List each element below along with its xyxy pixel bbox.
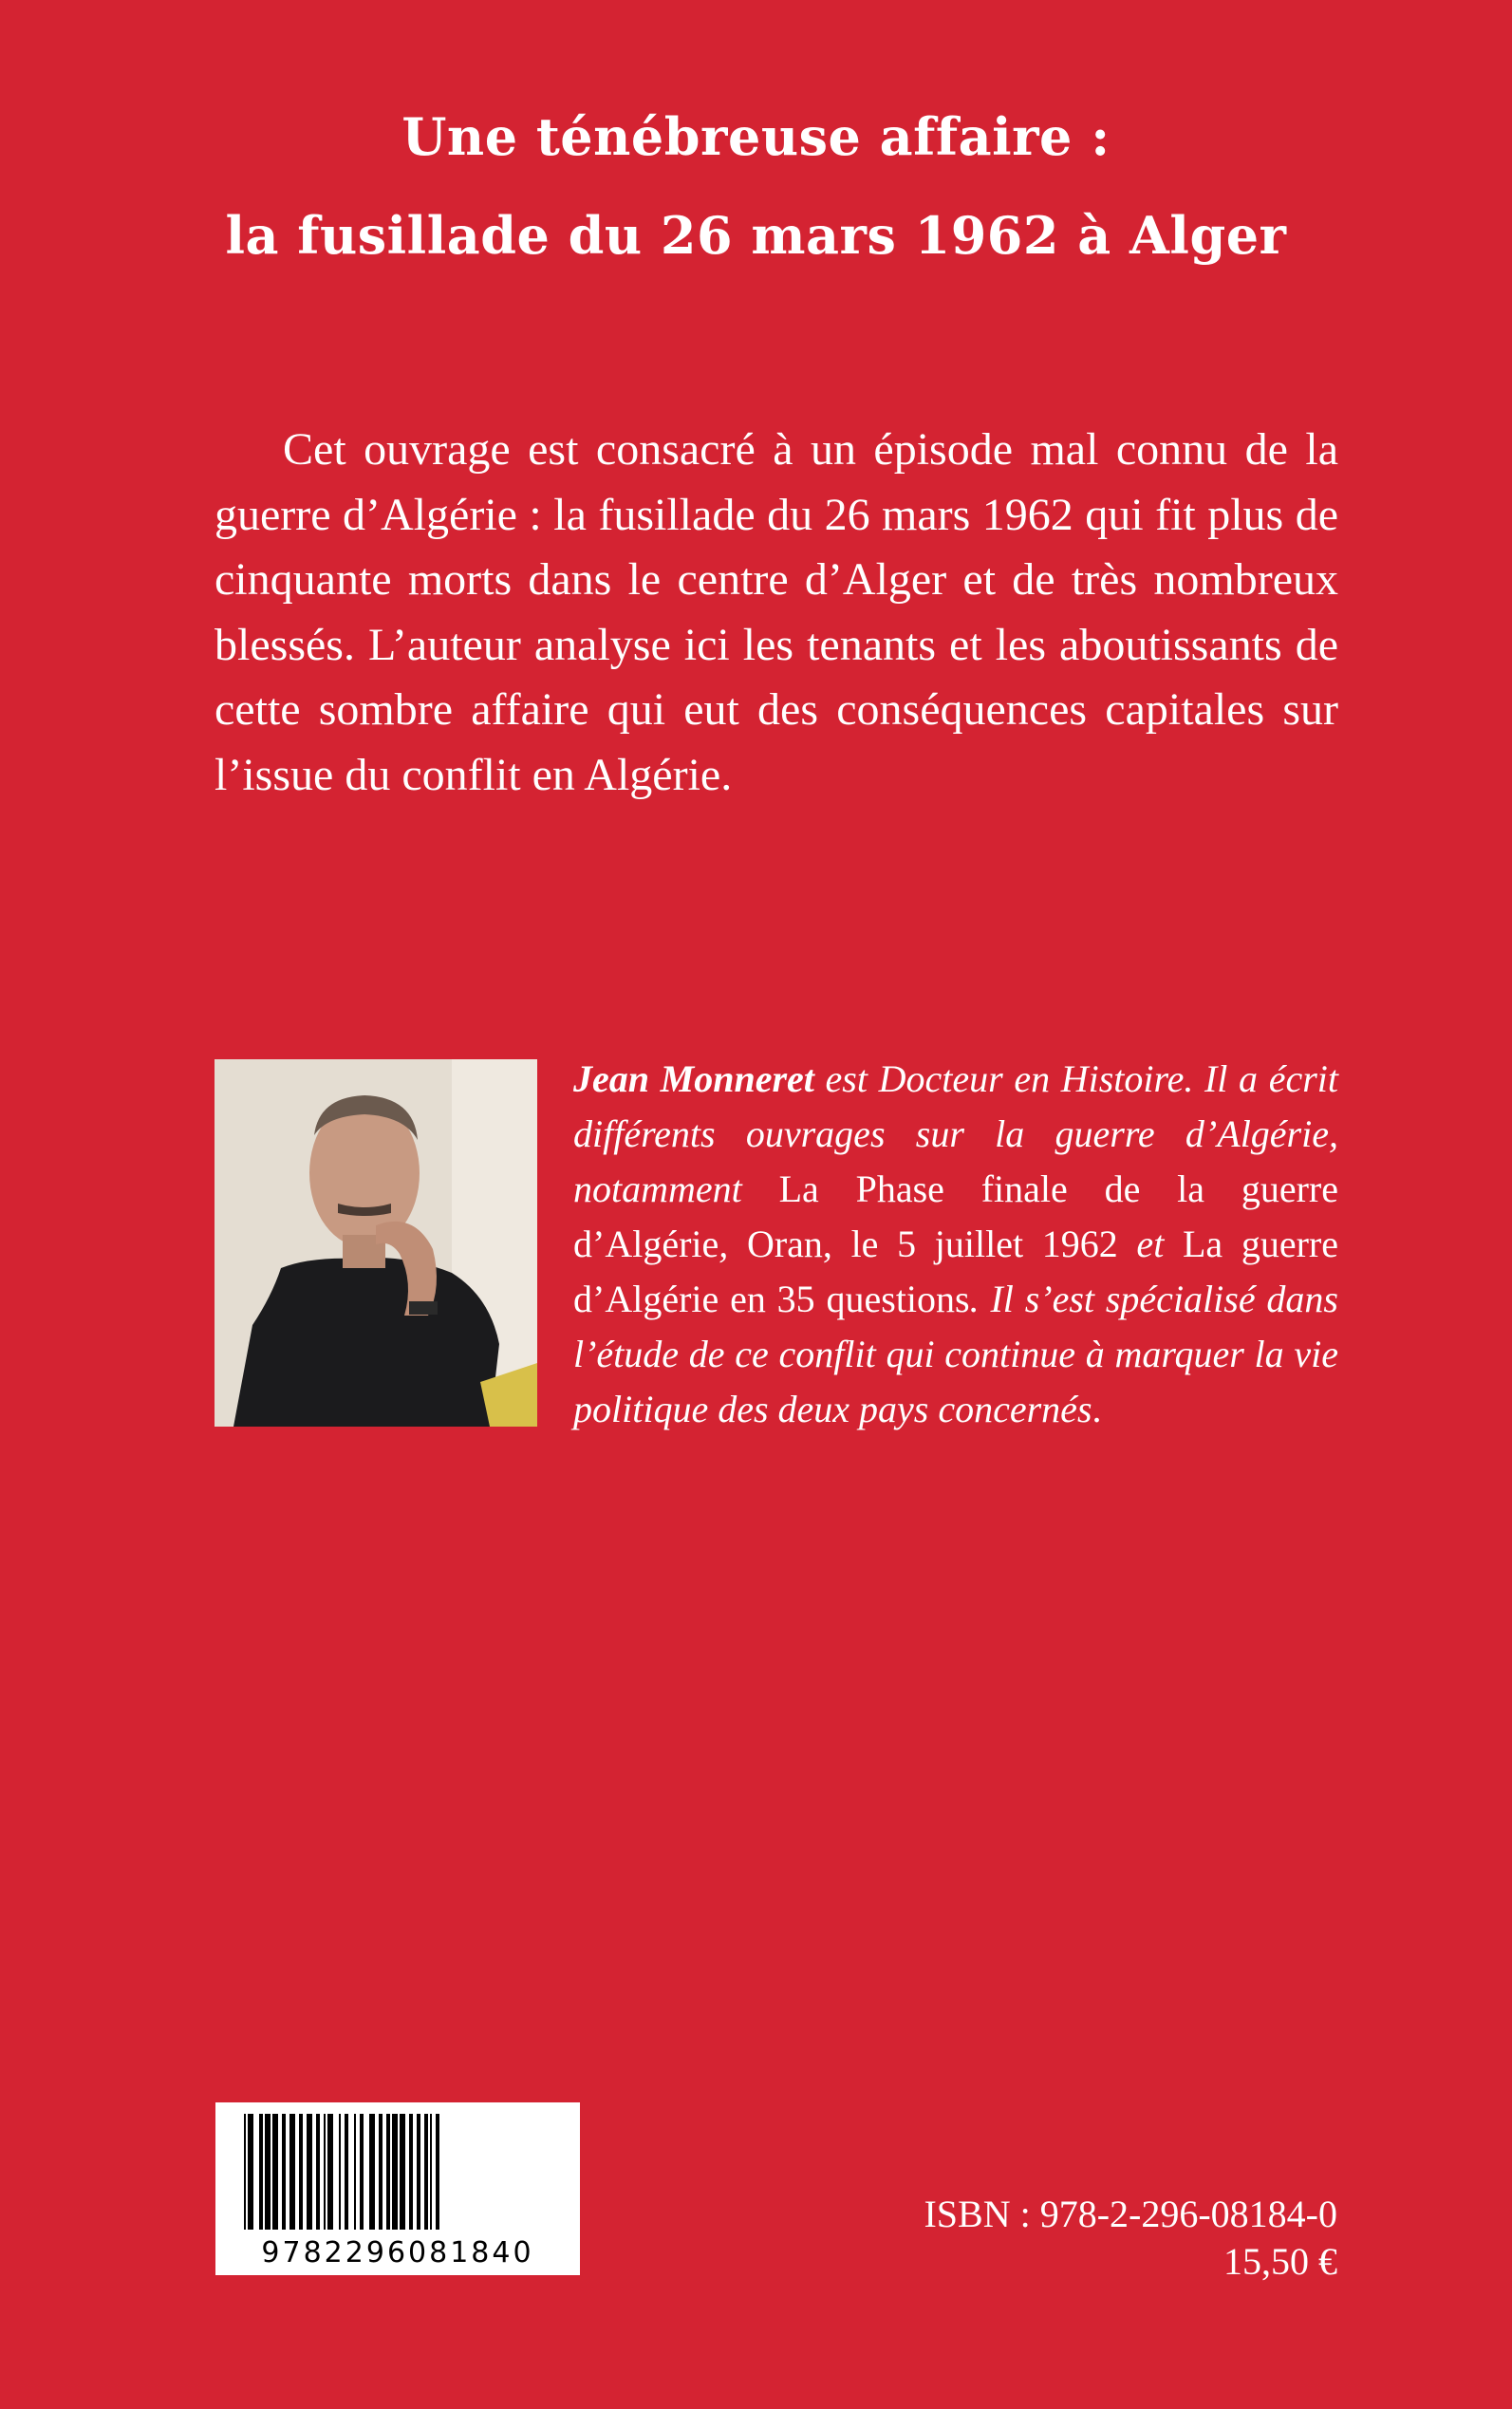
barcode-bar: [259, 2114, 263, 2230]
barcode-bar: [400, 2114, 405, 2230]
barcode-bar: [272, 2114, 278, 2230]
barcode-bar: [307, 2114, 312, 2230]
barcode-bar: [339, 2114, 341, 2230]
bio-part-1b: . Il a écrit différents ouvrages sur la guerre d’Algérie, notamment: [573, 1057, 1338, 1210]
bio-part-1: est Docteur en Histoire: [813, 1057, 1185, 1100]
barcode-number: 9782296081840: [261, 2236, 534, 2269]
bio-conj: et: [1117, 1223, 1183, 1265]
barcode-bar: [316, 2114, 320, 2230]
barcode-bar: [248, 2114, 253, 2230]
barcode-bar: [282, 2114, 286, 2230]
barcode-bar: [386, 2114, 390, 2230]
barcode-bar: [424, 2114, 428, 2230]
book-title: [0, 87, 1512, 285]
price: 15,50 €: [1223, 2240, 1337, 2283]
book-title-1-sub: Oran, le 5 juillet 1962: [746, 1223, 1118, 1265]
barcode: [215, 2102, 580, 2275]
author-photo: [215, 1059, 537, 1427]
barcode-bars: [217, 2104, 578, 2237]
barcode-bar: [379, 2114, 383, 2230]
barcode-bar: [324, 2114, 326, 2230]
author-bio: [573, 1052, 1338, 1437]
barcode-bar: [417, 2114, 420, 2230]
book-title-1: La Phase finale de la guerre d’Algérie: [573, 1167, 1338, 1265]
title-line-1: Une ténébreuse affaire :: [401, 106, 1111, 167]
barcode-bar: [345, 2114, 348, 2230]
barcode-bar: [327, 2114, 333, 2230]
bio-part-3: . Il s’est spécialisé dans l’étude de ce conflit qui continue à marquer la vie politique des deux pays concernés: [573, 1278, 1338, 1430]
barcode-bar: [299, 2114, 303, 2230]
bio-sep-1: ,: [719, 1223, 747, 1265]
barcode-bar: [360, 2114, 364, 2230]
title-line-2: la fusillade du 26 mars 1962 à Alger: [225, 205, 1287, 266]
author-section: [215, 1052, 1338, 1430]
barcode-bar: [265, 2114, 271, 2230]
bio-end: .: [1092, 1388, 1102, 1430]
summary-paragraph: Cet ouvrage est consacré à un épisode mal connu de la guerre d’Algérie : la fusillade du 26 mars 1962 qui fit plus de cinquante morts dans le centre d’Alger et de très nombreux blessés. L’auteur analyse ici les tenants et les aboutissants de cette sombre affaire qui eut des conséquences capitales sur l’issue du conflit en Algérie.: [215, 424, 1338, 800]
barcode-bar: [436, 2114, 439, 2230]
barcode-bar: [369, 2114, 375, 2230]
barcode-bar: [244, 2114, 246, 2230]
isbn: ISBN : 978-2-296-08184-0: [924, 2193, 1337, 2235]
barcode-bar: [409, 2114, 413, 2230]
barcode-bar: [392, 2114, 398, 2230]
barcode-bar: [354, 2114, 356, 2230]
barcode-bar: [289, 2114, 295, 2230]
barcode-bar: [430, 2114, 432, 2230]
book-title-2: La guerre d’Algérie en 35 questions: [573, 1223, 1338, 1320]
author-name: Jean Monneret: [573, 1057, 814, 1100]
